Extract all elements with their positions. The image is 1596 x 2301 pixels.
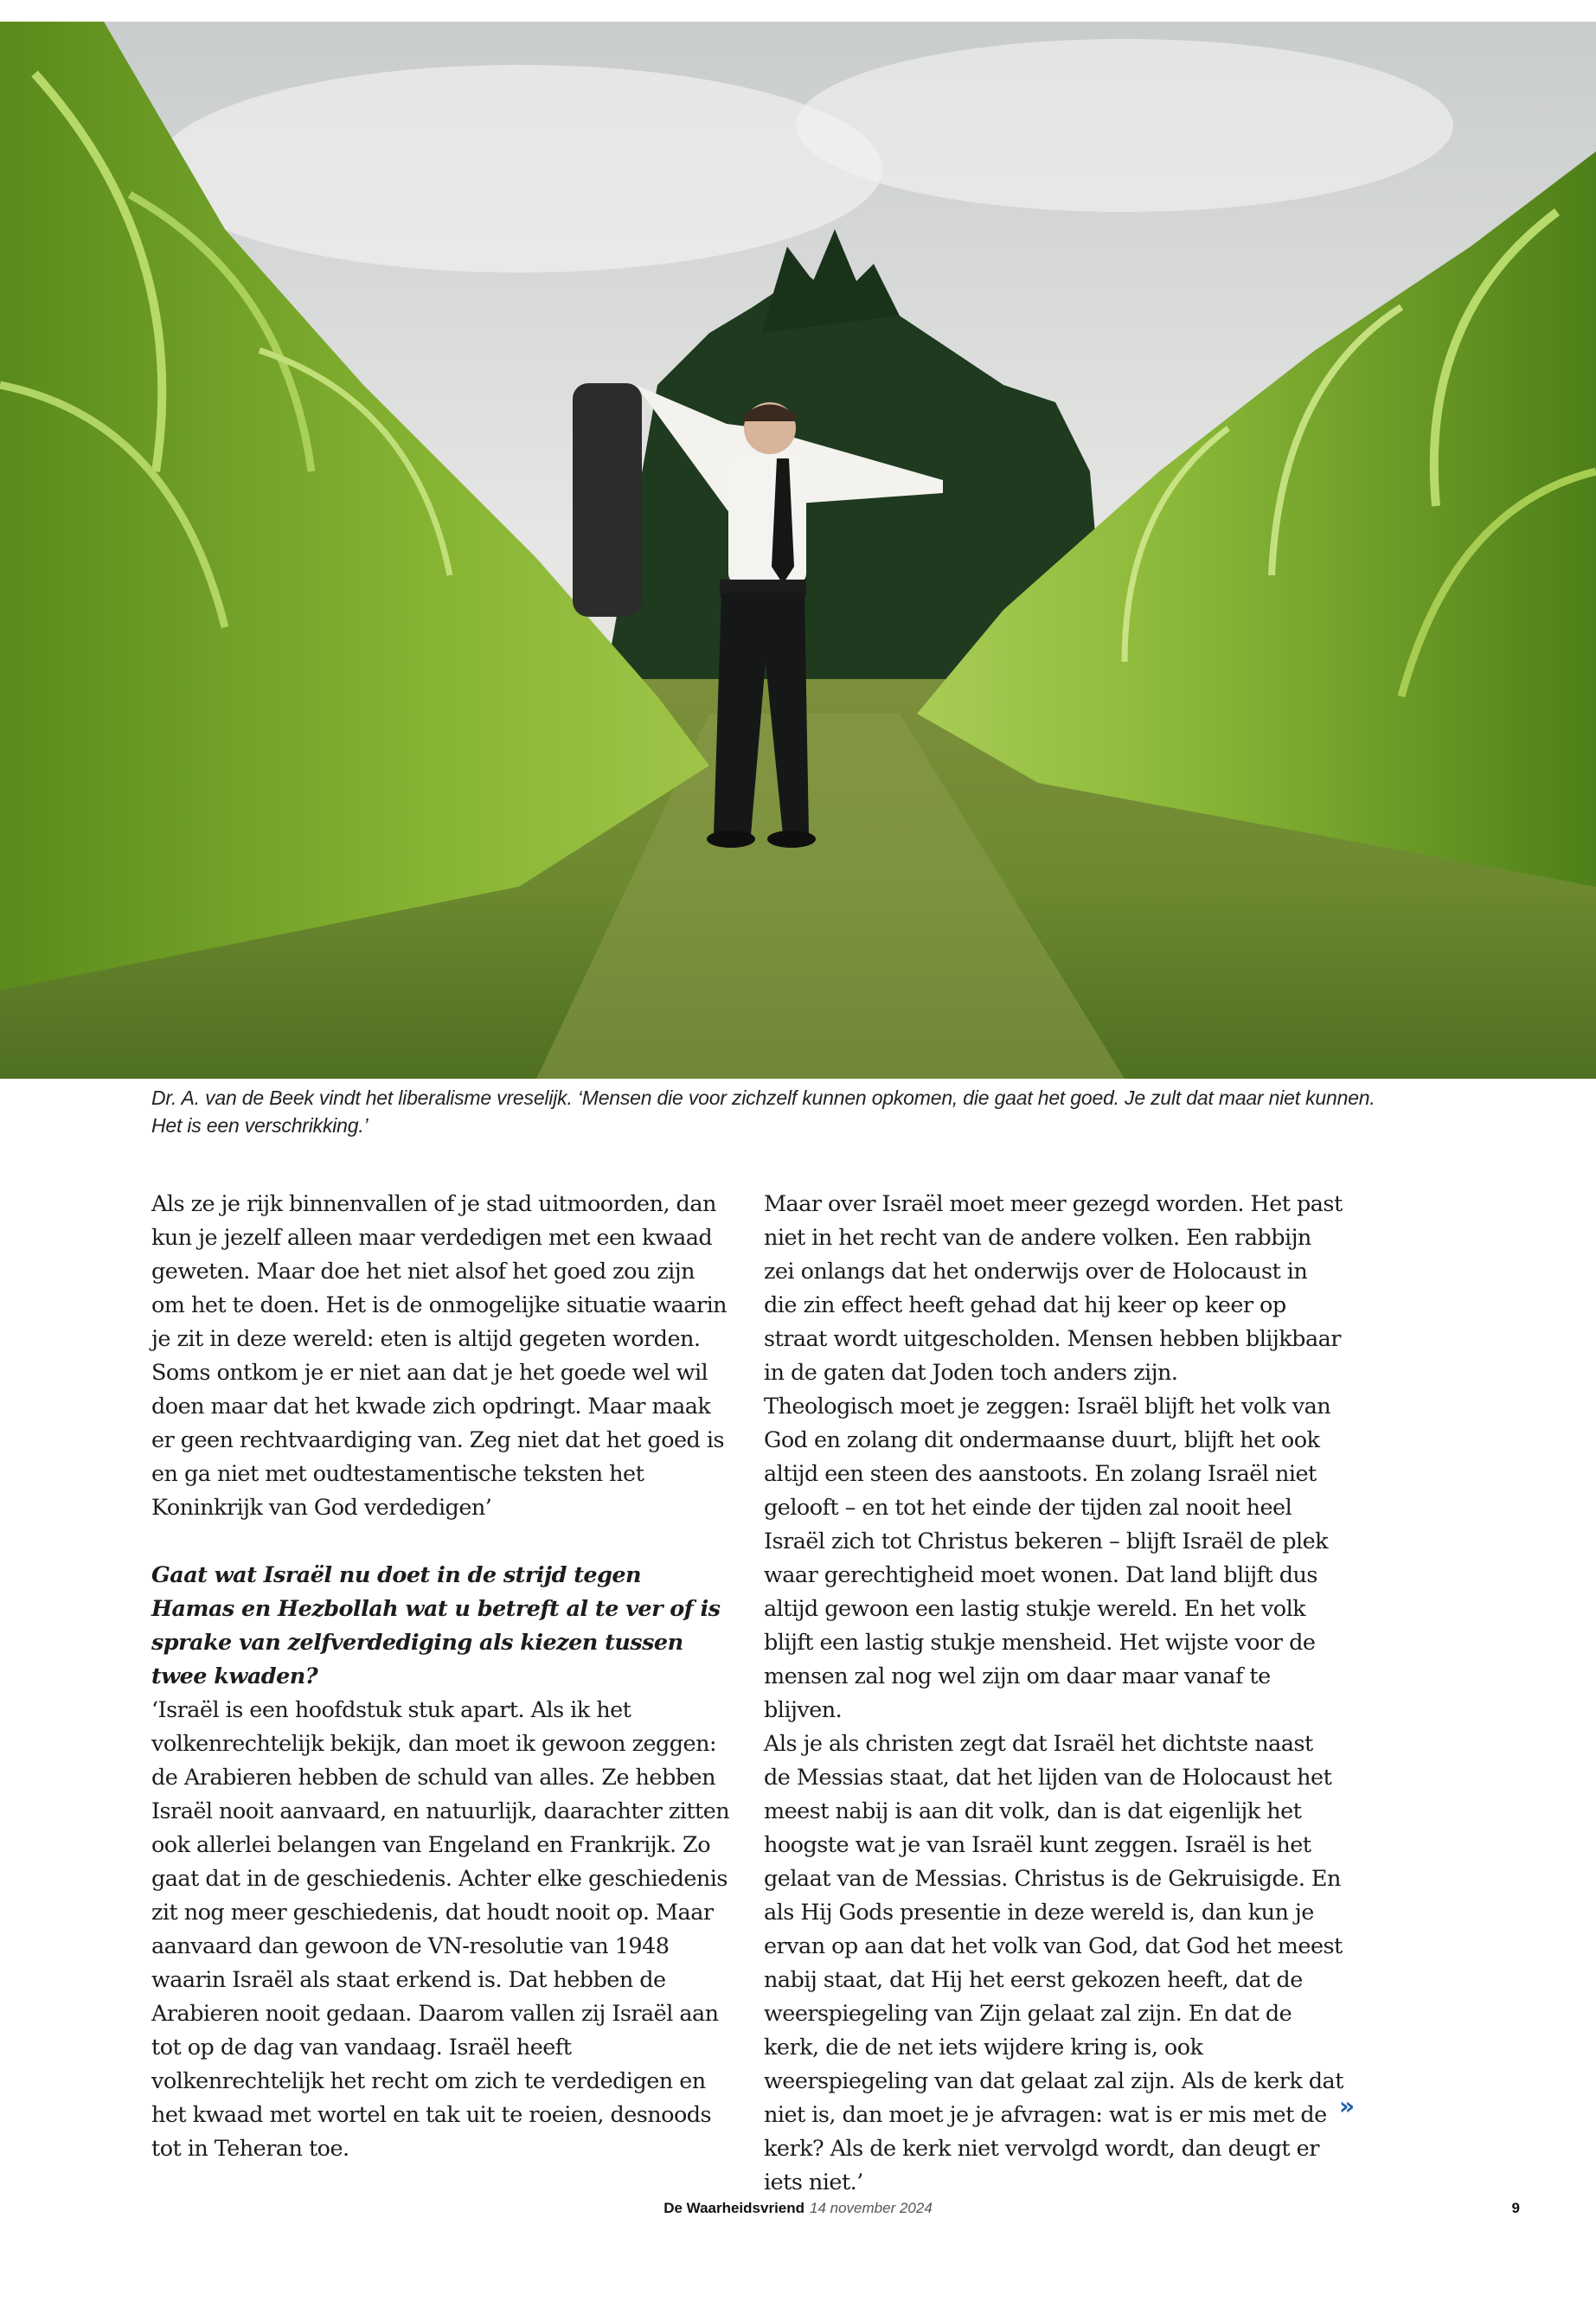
interview-question: Gaat wat Israël nu doet in de strijd tegen Hamas en Hezbollah wat u betreft al te ver of is sprake van zelfverdediging als kiezen tussen twee kwaden? bbox=[151, 1562, 721, 1689]
body-paragraph: Als je als christen zegt dat Israël het dichtste naast de Messias staat, dat het lijden van de Holocaust het meest nabij is aan dit volk, dan is dat eigenlijk het hoogste wat je van Israël kunt zeggen. Israël is het gelaat van de Messias. Christus is de Gekruisigde. En als Hij Gods presentie in deze wereld is, dan kun je ervan op aan dat het volk van God, dat God het meest nabij staat, dat Hij het eerst gekozen heeft, dat de weerspiegeling van Zijn gelaat zal zijn. En dat de kerk, die de net iets wijdere kring is, ook weerspiegeling van dat gelaat zal zijn. Als de kerk dat niet is, dan moet je je afvragen: wat is er mis met de kerk? Als de kerk niet vervolgd wordt, dan deugt er iets niet.’ bbox=[764, 1731, 1343, 2195]
publication-name: De Waarheidsvriend bbox=[663, 2200, 805, 2216]
page-number: 9 bbox=[1511, 2200, 1520, 2216]
article-column-right bbox=[764, 1188, 1343, 2200]
body-paragraph: Maar over Israël moet meer gezegd worden. Het past niet in het recht van de andere volken. Een rabbijn zei onlangs dat het onderwijs over de Holocaust in die zin effect heeft gehad dat hij keer op keer op straat wordt uitgescholden. Mensen hebben blijkbaar in de gaten dat Joden toch anders zijn. bbox=[764, 1191, 1343, 1386]
photo-caption: Dr. A. van de Beek vindt het liberalisme vreselijk. ‘Mensen die voor zichzelf kunnen opkomen, die gaat het goed. Je zult dat maar niet kunnen. Het is een verschrikking.’ bbox=[151, 1086, 1375, 1137]
body-paragraph: ‘Israël is een hoofdstuk stuk apart. Als ik het volkenrechtelijk bekijk, dan moet ik gewoon zeggen: de Arabieren hebben de schuld van alles. Ze hebben Israël nooit aanvaard, en natuurlijk, daarachter zitten ook allerlei belangen van Engeland en Frankrijk. Zo gaat dat in de geschiedenis. Achter elke geschiedenis zit nog meer geschiedenis, dat houdt nooit op. Maar aanvaard dan gewoon de VN-resolutie van 1948 waarin Israël als staat erkend is. Dat hebben de Arabieren nooit gedaan. Daarom vallen zij Israël aan tot op de dag van vandaag. Israël heeft volkenrechtelijk het recht om zich te verdedigen en het kwaad met wortel en tak uit te roeien, desnoods tot in Teheran toe. bbox=[151, 1697, 730, 2162]
publication-date: 14 november 2024 bbox=[810, 2200, 933, 2216]
page-footer bbox=[0, 2200, 1596, 2226]
body-paragraph: Als ze je rijk binnenvallen of je stad uitmoorden, dan kun je jezelf alleen maar verdedigen met een kwaad geweten. Maar doe het niet alsof het goed zou zijn om het te doen. Het is de onmogelijke situatie waarin je zit in deze wereld: eten is altijd gegeten worden. Soms ontkom je er niet aan dat je het goede wel wil doen maar dat het kwade zich opdringt. Maar maak er geen rechtvaardiging van. Zeg niet dat het goed is en ga niet met oudtestamentische teksten het Koninkrijk van God verdedigen’ bbox=[151, 1191, 727, 1521]
continue-arrow-icon: » bbox=[1339, 2092, 1356, 2120]
body-paragraph: Theologisch moet je zeggen: Israël blijft het volk van God en zolang dit ondermaanse duurt, blijft het ook altijd een steen des aanstoots. En zolang Israël niet gelooft – en tot het einde der tijden zal nooit heel Israël zich tot Christus bekeren – blijft Israël de plek waar gerechtigheid moet wonen. Dat land blijft dus altijd gewoon een lastig stukje wereld. En het volk blijft een lastig stukje mensheid. Het wijste voor de mensen zal nog wel zijn om daar maar vanaf te blijven. bbox=[764, 1394, 1331, 1723]
footer-publication bbox=[0, 2200, 1596, 2217]
photo-man-in-cornfield bbox=[0, 22, 1596, 1079]
article-column-left bbox=[151, 1188, 731, 2166]
